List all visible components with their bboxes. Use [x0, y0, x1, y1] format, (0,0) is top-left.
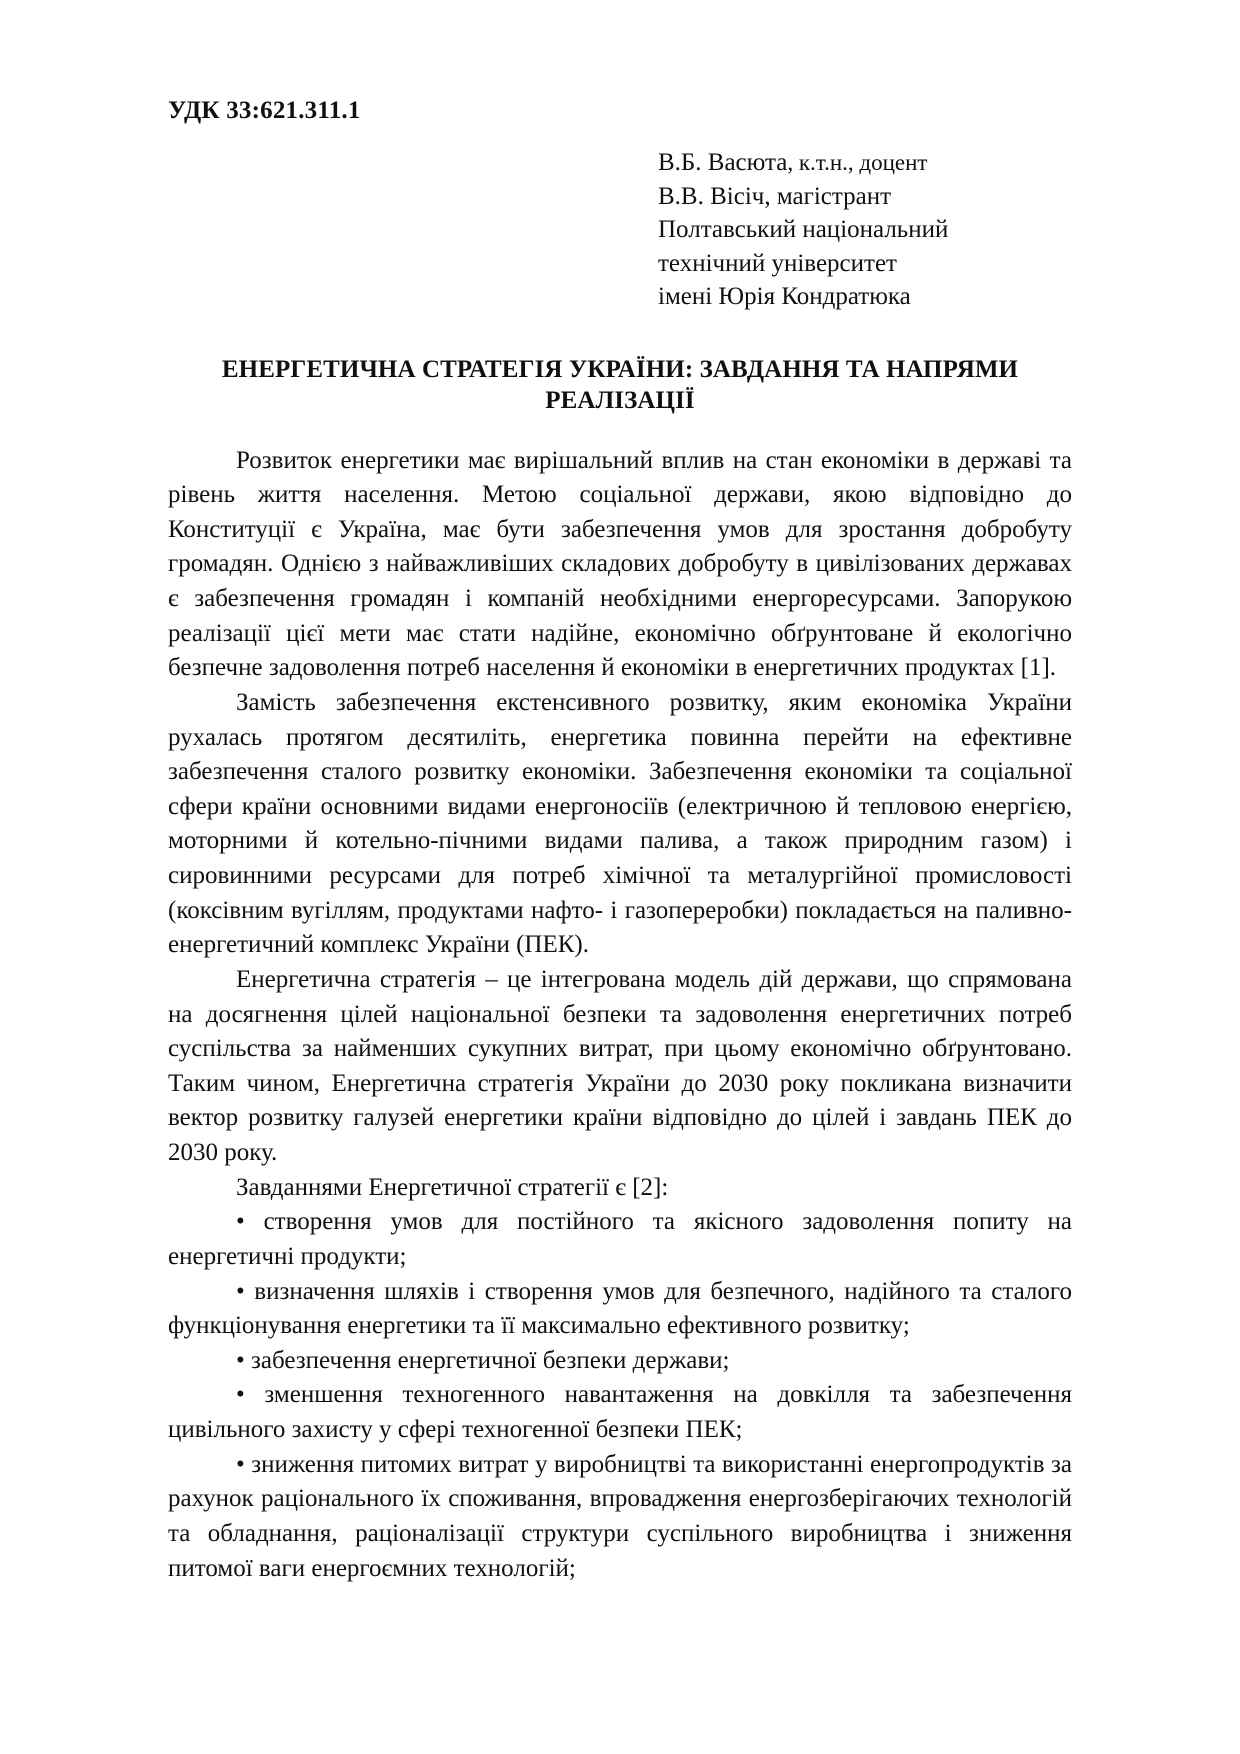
author-line-2: [658, 180, 1072, 214]
author-name-2: В.В. Вісіч: [658, 182, 765, 210]
affiliation-line-1: Полтавський національний: [658, 216, 949, 243]
title-line-1: ЕНЕРГЕТИЧНА СТРАТЕГІЯ УКРАЇНИ: ЗАВДАННЯ ТА НАПРЯМИ: [221, 355, 1019, 383]
author-degree-2: , магістрант: [764, 182, 892, 210]
paragraph-1: Розвиток енергетики має вирішальний вплив на стан економіки в державі та рівень життя населення. Метою соціальної держави, якою відповідно до Конституції є Україна, має бути забезпечення умов для зростання добробуту громадян. Однією з найважливіших складових добробуту в цивілізованих державах є забезпечення громадян і компаній необхідними енергоресурсами. Запорукою реалізації цієї мети має стати надійне, економічно обґрунтоване й екологічно безпечне задоволення потреб населення й економіки в енергетичних продуктах [1].: [168, 446, 1072, 682]
author-name-1: В.Б. Васюта: [658, 149, 788, 176]
affiliation-line-3: імені Юрія Кондратюка: [658, 283, 911, 310]
affiliation-line-2: технічний університет: [658, 249, 897, 277]
page-title: [168, 354, 1072, 416]
paragraph-2: Замість забезпечення екстенсивного розвитку, яким економіка України рухалась протягом десятиліть, енергетика повинна перейти на ефективне забезпечення сталого розвитку економіки. Забезпечення економіки та соціальної сфери країни основними видами енергоносіїв (електричною й тепловою енергією, моторними й котельно-пічними видами палива, а також природним газом) і сировинними ресурсами для потреб хімічної та металургійної промисловості (коксівним вугіллям, продуктами нафто- і газопереробки) покладається на паливно-енергетичний комплекс України (ПЕК).: [168, 688, 1072, 959]
list-item: • зменшення техногенного навантаження на довкілля та забезпечення цивільного захисту у сфері техногенної безпеки ПЕК;: [168, 1381, 1072, 1443]
author-line-1: [658, 146, 1072, 180]
udc-code: УДК 33:621.311.1: [168, 97, 361, 124]
author-block: [168, 146, 1072, 314]
page-content: [168, 96, 1072, 1586]
list-item: • визначення шляхів і створення умов для безпечного, надійного та сталого функціонування енергетики та її максимально ефективного розвитку;: [168, 1277, 1072, 1340]
paragraph-4: Завданнями Енергетичної стратегії є [2]:: [236, 1173, 669, 1201]
list-item: • створення умов для постійного та якісного задоволення попиту на енергетичні продукти;: [168, 1208, 1072, 1270]
title-line-2: РЕАЛІЗАЦІЇ: [545, 386, 695, 414]
list-item: • забезпечення енергетичної безпеки держави;: [236, 1346, 730, 1374]
paragraph-3: Енергетична стратегія – це інтегрована модель дій держави, що спрямована на досягнення цілей національної безпеки та задоволення енергетичних потреб суспільства за найменших сукупних витрат, при цьому економічно обґрунтовано. Таким чином, Енергетична стратегія України до 2030 року покликана визначити вектор розвитку галузей енергетики країни відповідно до цілей і завдань ПЕК до 2030 року.: [168, 965, 1072, 1166]
author-degree-1: , к.т.н., доцент: [787, 150, 928, 175]
list-item: • зниження питомих витрат у виробництві та використанні енергопродуктів за рахунок раціонального їх споживання, впровадження енергозберігаючих технологій та обладнання, раціоналізації структури суспільного виробництва і зниження питомої ваги енергоємних технологій;: [168, 1450, 1072, 1582]
